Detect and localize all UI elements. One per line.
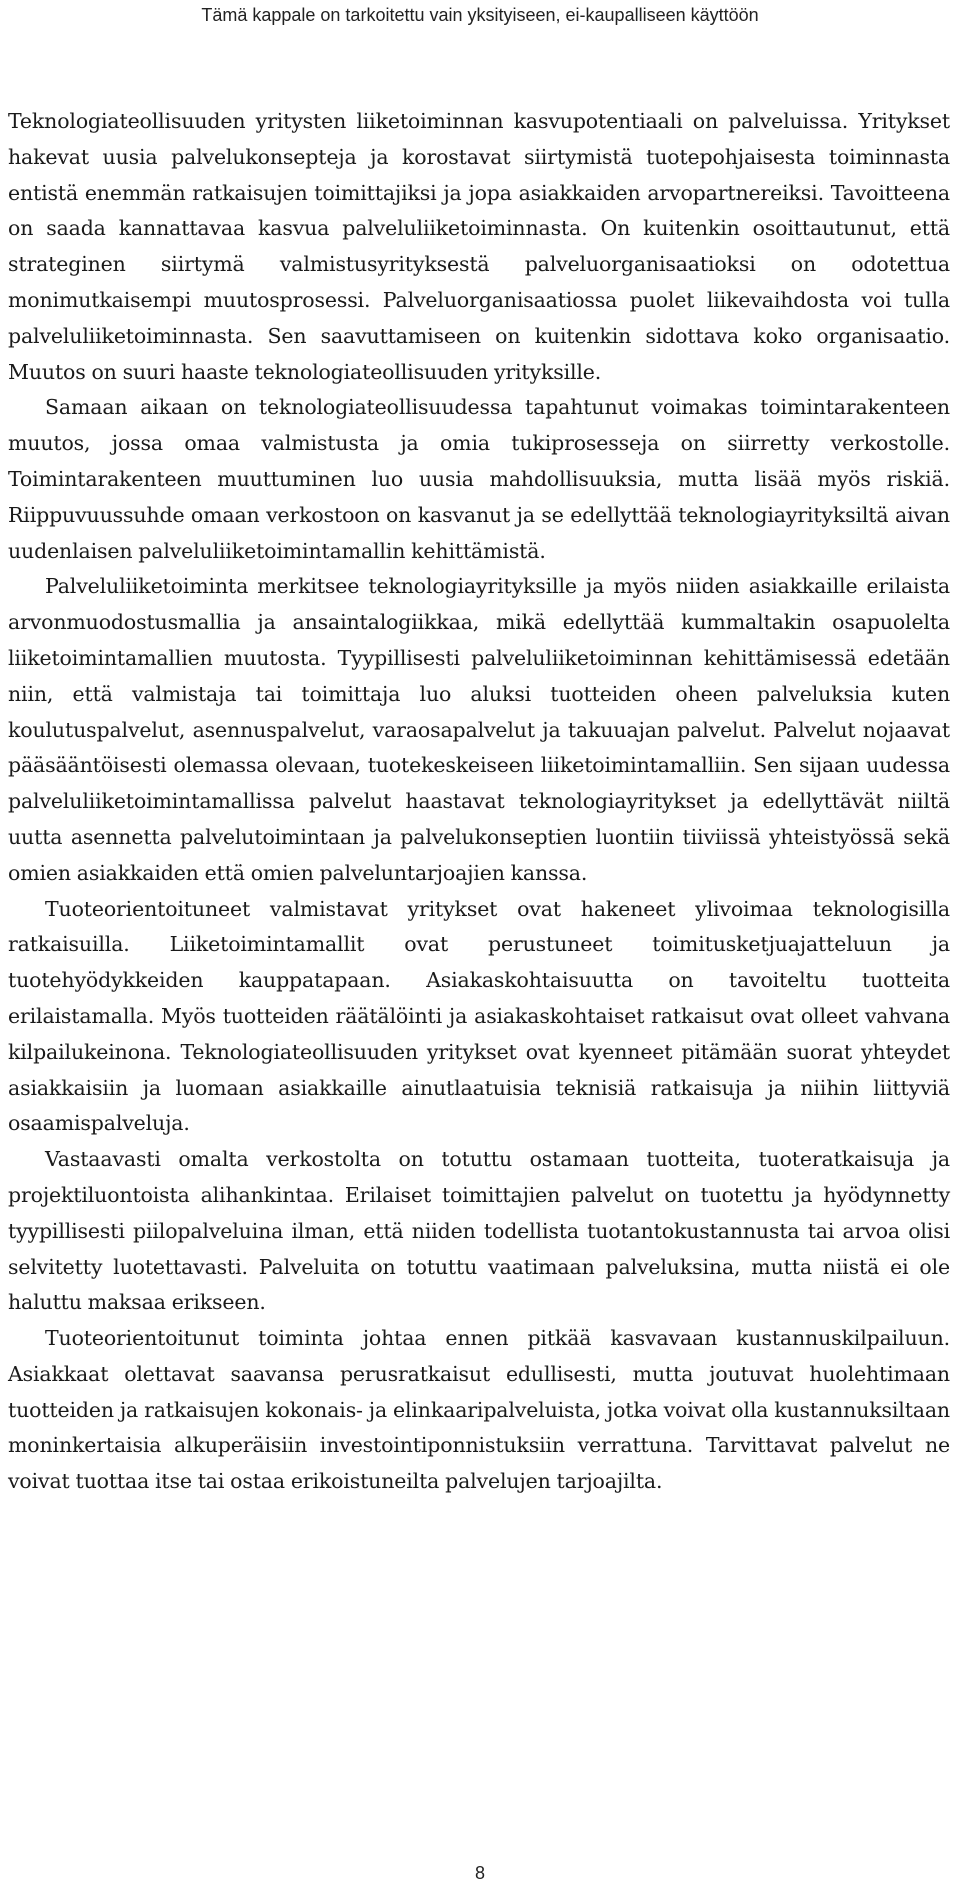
paragraph-1: Teknologiateollisuuden yritysten liiketoiminnan kasvupotentiaali on palveluissa. Yritykset hakevat uusia palvelukonsepteja ja korostavat siirtymistä tuotepohjaisesta toiminnasta entistä enemmän ratkaisujen toimittajiksi ja jopa asiakkaiden arvopartnereiksi. Tavoitteena on saada kannattavaa kasvua palveluliiketoiminnasta. On kuitenkin osoittautunut, että strateginen siirtymä valmistusyrityksestä palveluorganisaatioksi on odotettua monimutkaisempi muutosprosessi. Palveluorganisaatiossa puolet liikevaihdosta voi tulla palveluliiketoiminnasta. Sen saavuttamiseen on kuitenkin sidottava koko organisaatio. Muutos on suuri haaste teknologiateollisuuden yrityksille. [8,109,950,384]
page-number: 8 [474,1863,485,1883]
paragraph-5: Vastaavasti omalta verkostolta on totuttu ostamaan tuotteita, tuoteratkaisuja ja projektiluontoista alihankintaa. Erilaiset toimittajien palvelut on tuotettu ja hyödynnetty tyypillisesti piilopalveluina ilman, että niiden todellista tuotantokustannusta tai arvoa olisi selvitetty luotettavasti. Palveluita on totuttu vaatimaan palveluksina, mutta niistä ei ole haluttu maksaa erikseen. [8,1147,950,1315]
page-header-notice: Tämä kappale on tarkoitettu vain yksityiseen, ei-kaupalliseen käyttöön [201,5,759,25]
paragraph-6: Tuoteorientoitunut toiminta johtaa ennen pitkää kasvavaan kustannuskilpailuun. Asiakkaat olettavat saavansa perusratkaisut edullisesti, mutta joutuvat huolehtimaan tuotteiden ja ratkaisujen kokonais- ja elinkaaripalveluista, jotka voivat olla kustannuksiltaan moninkertaisia alkuperäisiin investointiponnistuksiin verrattuna. Tarvittavat palvelut ne voivat tuottaa itse tai ostaa erikoistuneilta palvelujen tarjoajilta. [8,1326,950,1494]
paragraph-2: Samaan aikaan on teknologiateollisuudessa tapahtunut voimakas toimintarakenteen muutos, jossa omaa valmistusta ja omia tukiprosesseja on siirretty verkostolle. Toimintarakenteen muuttuminen luo uusia mahdollisuuksia, mutta lisää myös riskiä. Riippuvuussuhde omaan verkostoon on kasvanut ja se edellyttää teknologiayrityksiltä aivan uudenlaisen palveluliiketoimintamallin kehittämistä. [8,395,950,563]
paragraph-3: Palveluliiketoiminta merkitsee teknologiayrityksille ja myös niiden asiakkaille erilaista arvonmuodostusmallia ja ansaintalogiikkaa, mikä edellyttää kummaltakin osapuolelta liiketoimintamallien muutosta. Tyypillisesti palveluliiketoiminnan kehittämisessä edetään niin, että valmistaja tai toimittaja luo aluksi tuotteiden oheen palveluksia kuten koulutuspalvelut, asennuspalvelut, varaosapalvelut ja takuuajan palvelut. Palvelut nojaavat pääsääntöisesti olemassa olevaan, tuotekeskeiseen liiketoimintamalliin. Sen sijaan uudessa palveluliiketoimintamallissa palvelut haastavat teknologiayritykset ja edellyttävät niiltä uutta asennetta palvelutoimintaan ja palvelukonseptien luontiin tiiviissä yhteistyössä sekä omien asiakkaiden että omien palveluntarjoajien kanssa. [8,574,950,885]
paragraph-4: Tuoteorientoituneet valmistavat yritykset ovat hakeneet ylivoimaa teknologisilla ratkaisuilla. Liiketoimintamallit ovat perustuneet toimitusketjuajatteluun ja tuotehyödykkeiden kauppatapaan. Asiakaskohtaisuutta on tavoiteltu tuotteita erilaistamalla. Myös tuotteiden räätälöinti ja asiakaskohtaiset ratkaisut ovat olleet vahvana kilpailukeinona. Teknologiateollisuuden yritykset ovat kyenneet pitämään suorat yhteydet asiakkaisiin ja luomaan asiakkaille ainutlaatuisia teknisiä ratkaisuja ja niihin liittyviä osaamispalveluja. [8,896,950,1136]
body-text [8,104,950,1500]
